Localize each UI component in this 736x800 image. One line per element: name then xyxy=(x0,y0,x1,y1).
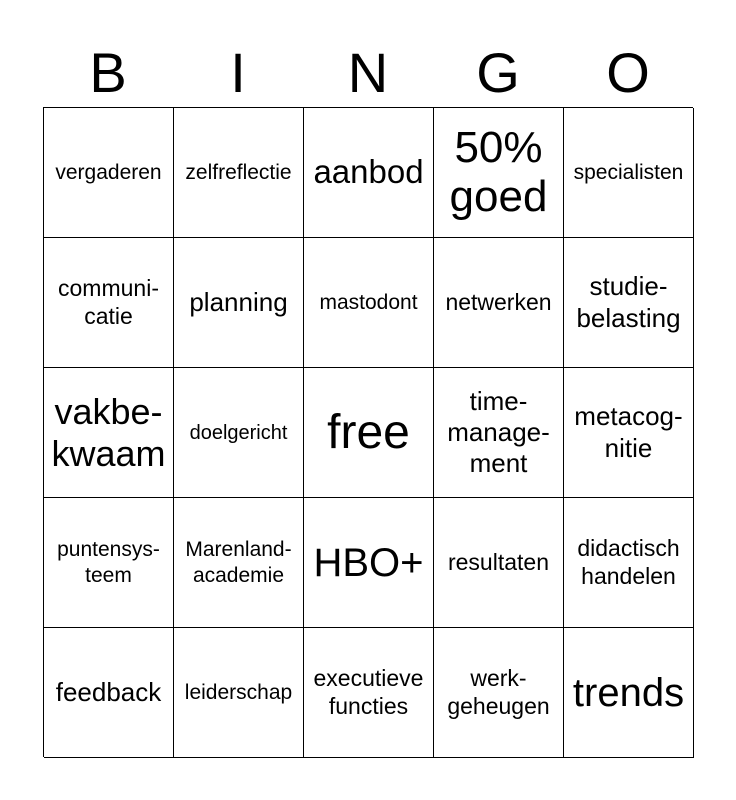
bingo-cell[interactable] xyxy=(564,368,694,498)
cell-label: vakbe- kwaam xyxy=(51,391,166,474)
cell-label: puntensys- teem xyxy=(57,538,160,587)
header-letter-n: N xyxy=(347,41,389,104)
cell-label: doelgericht xyxy=(189,421,288,444)
bingo-cell[interactable] xyxy=(174,238,304,368)
cell-label: time- manage- ment xyxy=(447,385,550,479)
bingo-cell[interactable] xyxy=(564,108,694,238)
bingo-cell[interactable] xyxy=(44,498,174,628)
free-space-cell[interactable] xyxy=(304,368,434,498)
cell-label: aanbod xyxy=(313,153,424,191)
bingo-cell[interactable] xyxy=(564,498,694,628)
cell-label: trends xyxy=(572,670,685,715)
bingo-cell[interactable] xyxy=(44,108,174,238)
header-letter-o: O xyxy=(606,41,650,104)
bingo-cell[interactable] xyxy=(304,498,434,628)
cell-label: 50% goed xyxy=(449,123,548,221)
free-space-label: free xyxy=(327,405,410,459)
bingo-cell[interactable] xyxy=(434,498,564,628)
bingo-cell[interactable] xyxy=(174,108,304,238)
cell-label: netwerken xyxy=(445,288,552,315)
cell-label: communi- catie xyxy=(58,274,159,329)
bingo-cell[interactable] xyxy=(434,628,564,758)
cell-label: studie- belasting xyxy=(576,271,681,333)
cell-label: zelfreflectie xyxy=(185,160,292,184)
bingo-cell[interactable] xyxy=(174,498,304,628)
bingo-cell[interactable] xyxy=(44,628,174,758)
bingo-cell[interactable] xyxy=(564,628,694,758)
cell-label: feedback xyxy=(55,676,162,707)
header-letter-b: B xyxy=(89,41,127,104)
bingo-cell[interactable] xyxy=(304,108,434,238)
cell-label: resultaten xyxy=(447,548,549,575)
bingo-cell[interactable] xyxy=(304,238,434,368)
cell-label: metacog- nitie xyxy=(574,401,683,463)
cell-label: leiderschap xyxy=(184,680,293,704)
header-letter-g: G xyxy=(476,41,520,104)
bingo-cell[interactable] xyxy=(564,238,694,368)
cell-label: didactisch handelen xyxy=(577,534,680,589)
cell-label: HBO+ xyxy=(313,540,424,585)
bingo-cell[interactable] xyxy=(434,108,564,238)
cell-label: vergaderen xyxy=(55,160,162,184)
bingo-cell[interactable] xyxy=(174,368,304,498)
bingo-cell[interactable] xyxy=(304,628,434,758)
bingo-cell[interactable] xyxy=(44,238,174,368)
bingo-cell[interactable] xyxy=(434,238,564,368)
bingo-header xyxy=(43,40,693,106)
cell-label: executieve functies xyxy=(313,664,424,719)
bingo-board xyxy=(43,107,693,757)
bingo-cell[interactable] xyxy=(44,368,174,498)
cell-label: werk- geheugen xyxy=(447,664,550,719)
bingo-cell[interactable] xyxy=(434,368,564,498)
cell-label: specialisten xyxy=(573,160,684,184)
bingo-cell[interactable] xyxy=(174,628,304,758)
cell-label: planning xyxy=(189,286,288,317)
cell-label: Marenland- academie xyxy=(185,538,292,587)
header-letter-i: I xyxy=(230,41,246,104)
cell-label: mastodont xyxy=(319,290,418,314)
